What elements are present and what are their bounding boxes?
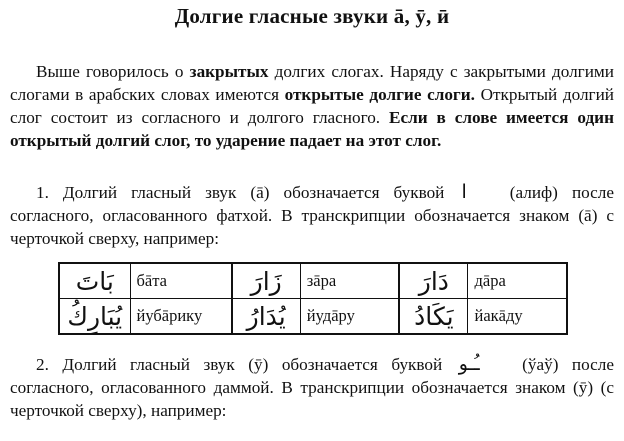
table-row (59, 263, 567, 299)
intro-bold-1: закрытых (189, 62, 269, 81)
transliteration: йакāду (468, 299, 567, 335)
examples-table (58, 262, 568, 335)
page-title: Долгие гласные звуки ā, ӯ, ӣ (174, 4, 450, 28)
arabic-word: زَارَ (232, 263, 301, 299)
alif-text-1: 1. Долгий гласный звук (ā) обозначается буквой (36, 183, 459, 202)
alif-paragraph (10, 181, 614, 250)
intro-text-1: Выше говорилось о (36, 62, 190, 81)
arabic-word: بَاتَ (59, 263, 130, 299)
transliteration: йубāрику (130, 299, 232, 335)
arabic-word: يَكَادُ (399, 299, 468, 335)
waw-letter: ـُـو (458, 353, 480, 375)
transliteration: дāра (468, 263, 567, 299)
intro-bold-2: открытые долгие слоги. (284, 85, 475, 104)
alif-letter: ا (461, 181, 467, 203)
waw-paragraph (10, 353, 614, 422)
intro-bold-3: Если в слове имеется один открытый долгий слог, то ударение падает на этот слог. (10, 108, 614, 150)
table-row (59, 299, 567, 335)
waw-text-2: (ўаў) после согласного, огласованного даммой. В транскрипции обозначается знаком (ӯ) (с черточкой сверху), например: (10, 355, 614, 420)
transliteration: зāра (300, 263, 399, 299)
waw-text-1: 2. Долгий гласный звук (ӯ) обозначается буквой (36, 355, 456, 374)
intro-text-3: Открытый долгий слог состоит из согласного и долгого гласного. (10, 85, 614, 127)
arabic-word: دَارَ (399, 263, 468, 299)
transliteration: йудāру (300, 299, 399, 335)
arabic-word: يُبَارِكُ (67, 301, 123, 331)
intro-paragraph (10, 60, 614, 152)
arabic-word: يُدَارُ (232, 299, 301, 335)
intro-text-2: долгих слогах. Наряду с закрытыми долгими слогами в арабских словах имеются (10, 62, 614, 104)
alif-text-2: (алиф) после согласного, огласованного фатхой. В транскрипции обозначается знаком (ā) с черточкой сверху, например: (10, 183, 614, 248)
transliteration: бāта (130, 263, 232, 299)
